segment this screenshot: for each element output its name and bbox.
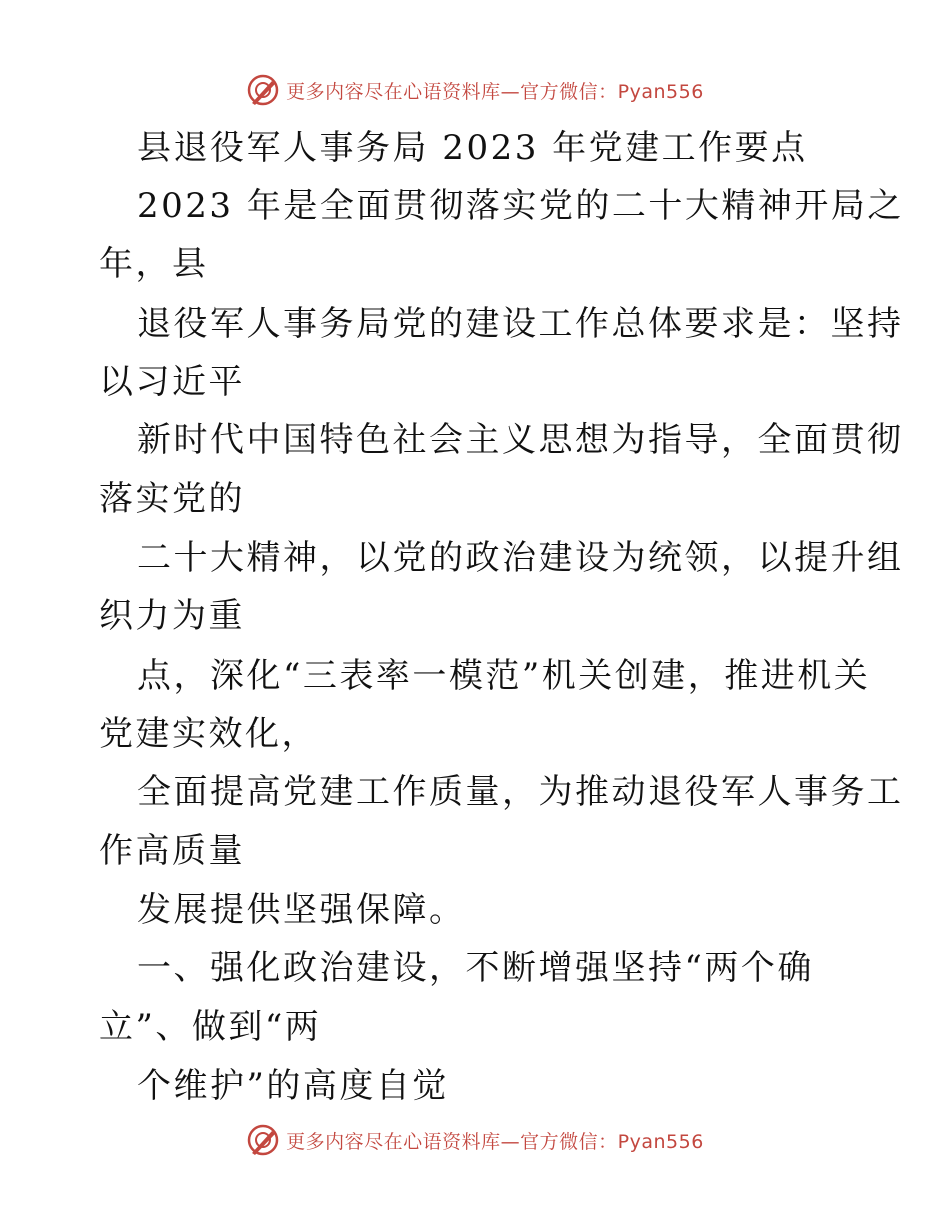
quill-seal-icon xyxy=(246,73,280,107)
section-heading: 立”、做到“两 xyxy=(99,1007,322,1047)
text-line: 全面提高党建工作质量，为推动退役军人事务工 xyxy=(137,772,904,812)
watermark-text: 更多内容尽在心语资料库—官方微信：Pyan556 xyxy=(286,80,704,103)
watermark-text: 更多内容尽在心语资料库—官方微信：Pyan556 xyxy=(286,1130,704,1153)
text-line: 年，县 xyxy=(99,244,209,284)
text-line: 以习近平 xyxy=(99,362,245,402)
document-title: 县退役军人事务局 2023 年党建工作要点 xyxy=(137,128,808,168)
section-heading: 一、强化政治建设，不断增强坚持“两个确 xyxy=(137,948,814,988)
header-watermark xyxy=(0,70,950,110)
text-line: 点，深化“三表率一模范”机关创建，推进机关 xyxy=(137,656,871,696)
text-line: 作高质量 xyxy=(99,831,245,871)
section-heading: 个维护”的高度自觉 xyxy=(137,1066,449,1106)
text-line: 落实党的 xyxy=(99,479,245,519)
text-line: 二十大精神，以党的政治建设为统领，以提升组 xyxy=(137,538,904,578)
footer-watermark xyxy=(0,1120,950,1160)
text-line: 织力为重 xyxy=(99,596,245,636)
text-line: 新时代中国特色社会主义思想为指导，全面贯彻 xyxy=(137,420,904,460)
text-line: 党建实效化， xyxy=(99,714,318,754)
text-line: 发展提供坚强保障。 xyxy=(137,890,466,930)
text-line: 2023 年是全面贯彻落实党的二十大精神开局之 xyxy=(137,186,904,226)
quill-seal-icon xyxy=(246,1123,280,1157)
text-line: 退役军人事务局党的建设工作总体要求是：坚持 xyxy=(137,304,904,344)
